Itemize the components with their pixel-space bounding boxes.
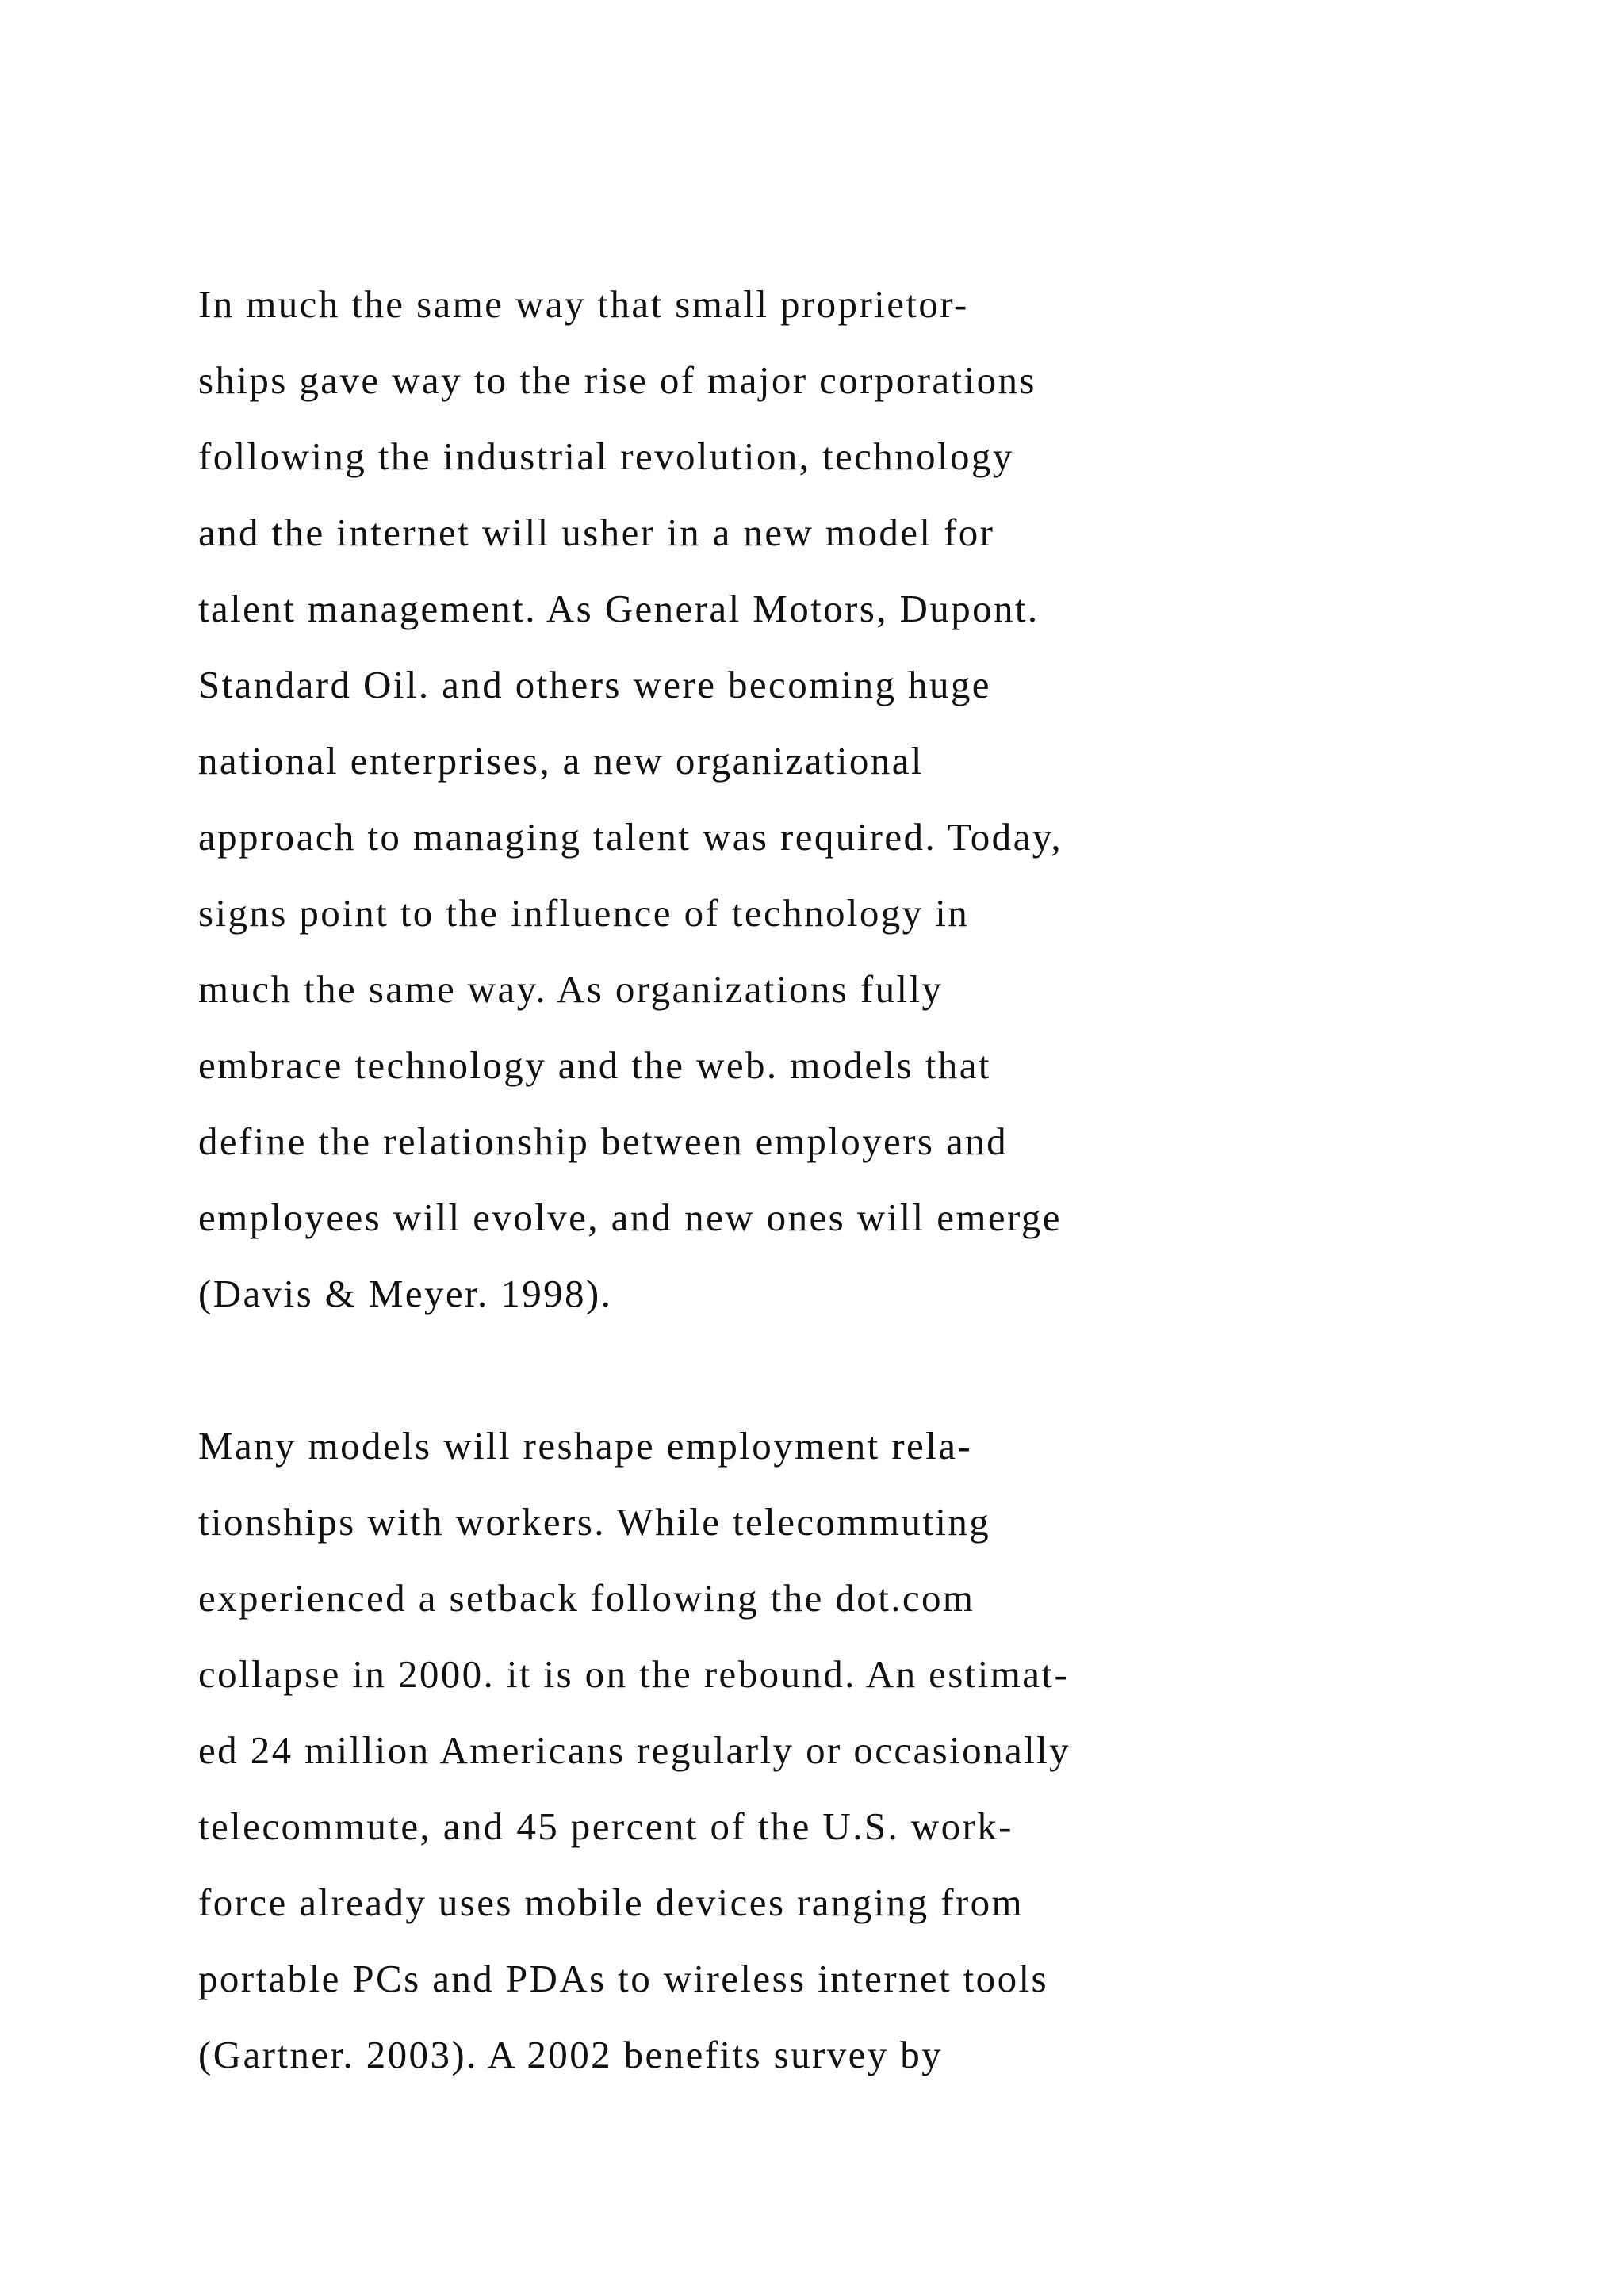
- text-line: and the internet will usher in a new model for: [198, 511, 995, 554]
- text-line: portable PCs and PDAs to wireless internet tools: [198, 1957, 1048, 2000]
- text-line: embrace technology and the web. models that: [198, 1043, 991, 1087]
- text-line: signs point to the influence of technology in: [198, 891, 970, 935]
- text-line: following the industrial revolution, technology: [198, 434, 1014, 478]
- paragraph-1: [198, 266, 1435, 1332]
- text-line: Many models will reshape employment rela-: [198, 1424, 973, 1468]
- text-line: (Gartner. 2003). A 2002 benefits survey by: [198, 2033, 944, 2076]
- text-line: (Davis & Meyer. 1998).: [198, 1272, 613, 1315]
- text-line: national enterprises, a new organizational: [198, 739, 924, 783]
- paragraph-2: [198, 1408, 1435, 2093]
- text-line: talent management. As General Motors, Dupont.: [198, 587, 1040, 630]
- text-line: telecommute, and 45 percent of the U.S. work-: [198, 1804, 1013, 1848]
- text-line: collapse in 2000. it is on the rebound. An estimat-: [198, 1652, 1070, 1696]
- text-line: In much the same way that small proprietor-: [198, 282, 969, 326]
- text-line: define the relationship between employers and: [198, 1119, 1008, 1163]
- text-line: Standard Oil. and others were becoming huge: [198, 663, 991, 706]
- text-line: force already uses mobile devices ranging from: [198, 1881, 1025, 1924]
- text-line: much the same way. As organizations fully: [198, 967, 944, 1011]
- text-line: ed 24 million Americans regularly or occasionally: [198, 1728, 1071, 1772]
- text-line: employees will evolve, and new ones will emerge: [198, 1196, 1062, 1239]
- text-line: ships gave way to the rise of major corporations: [198, 358, 1036, 402]
- text-line: approach to managing talent was required. Today,: [198, 815, 1063, 859]
- text-line: experienced a setback following the dot.com: [198, 1576, 975, 1620]
- text-line: tionships with workers. While telecommuting: [198, 1500, 991, 1544]
